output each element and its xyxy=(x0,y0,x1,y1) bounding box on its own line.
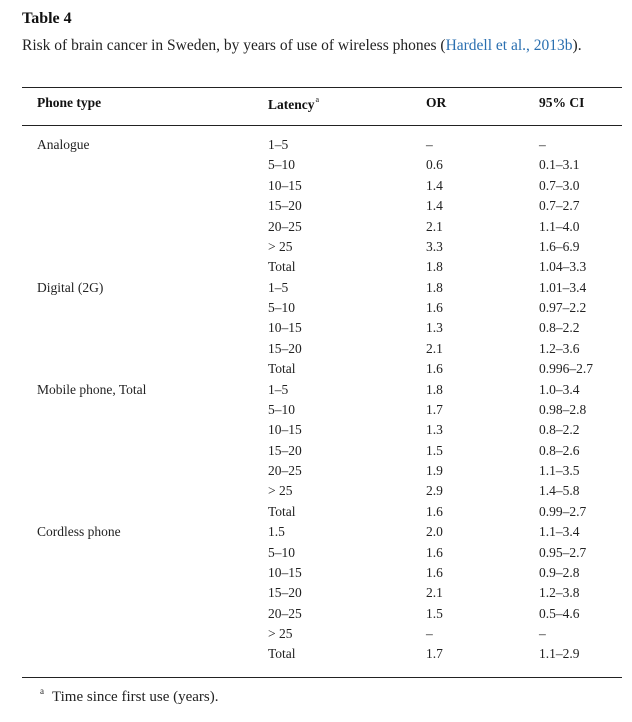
table-caption xyxy=(22,35,622,56)
table-top-rule xyxy=(22,87,622,88)
cell-latency: Total xyxy=(268,259,296,275)
cell-or: 1.3 xyxy=(426,422,443,438)
table-row xyxy=(0,135,632,155)
cell-ci: 1.1–3.5 xyxy=(539,463,580,478)
cell-latency: 5–10 xyxy=(268,401,295,417)
cell-latency: 20–25 xyxy=(268,463,302,478)
table-body xyxy=(0,135,632,665)
cell-or: 1.3 xyxy=(426,320,443,336)
table-row xyxy=(0,278,632,298)
citation-link[interactable]: Hardell et al., 2013b xyxy=(445,37,573,54)
table-row xyxy=(0,298,632,318)
cell-ci: 0.8–2.2 xyxy=(539,320,580,336)
table-row xyxy=(0,257,632,277)
cell-latency: > 25 xyxy=(268,238,293,254)
cell-or: 2.0 xyxy=(426,524,443,540)
cell-latency: 10–15 xyxy=(268,422,302,438)
header-or: OR xyxy=(426,95,447,110)
table-row xyxy=(0,237,632,257)
cell-or: 1.6 xyxy=(426,503,443,519)
cell-or: – xyxy=(426,137,433,152)
cell-or: 2.9 xyxy=(426,483,443,499)
table-row xyxy=(0,441,632,461)
table-row xyxy=(0,604,632,624)
table-row xyxy=(0,420,632,440)
cell-or: 1.4 xyxy=(426,177,443,193)
header-latency xyxy=(268,95,319,113)
table-row xyxy=(0,624,632,644)
cell-latency: 1.5 xyxy=(268,524,285,540)
cell-ci: 0.98–2.8 xyxy=(539,401,587,417)
cell-phone-type: Analogue xyxy=(37,137,90,152)
cell-latency: > 25 xyxy=(268,626,293,641)
cell-or: 1.8 xyxy=(426,381,443,397)
cell-latency: 1–5 xyxy=(268,381,289,397)
cell-ci: 0.99–2.7 xyxy=(539,503,587,519)
table-row xyxy=(0,644,632,664)
cell-or: 1.6 xyxy=(426,300,443,315)
cell-ci: 0.5–4.6 xyxy=(539,605,580,621)
table-row xyxy=(0,196,632,216)
table-row xyxy=(0,481,632,501)
cell-latency: 1–5 xyxy=(268,137,289,152)
header-phone-type: Phone type xyxy=(37,95,102,110)
table-row xyxy=(0,461,632,481)
cell-ci: 1.6–6.9 xyxy=(539,238,580,254)
cell-ci: 1.1–3.4 xyxy=(539,524,580,540)
cell-or: 1.5 xyxy=(426,442,443,458)
cell-ci: 1.4–5.8 xyxy=(539,483,580,499)
table-row xyxy=(0,359,632,379)
header-ci: 95% CI xyxy=(539,95,585,110)
cell-ci: 1.2–3.8 xyxy=(539,585,580,601)
cell-ci: 0.8–2.2 xyxy=(539,422,580,438)
cell-ci: 1.04–3.3 xyxy=(539,259,587,275)
cell-or: 2.1 xyxy=(426,340,443,356)
cell-ci: – xyxy=(539,626,546,641)
cell-or: 1.6 xyxy=(426,361,443,377)
cell-latency: 20–25 xyxy=(268,605,302,621)
cell-ci: 0.7–2.7 xyxy=(539,198,580,214)
table-row xyxy=(0,583,632,603)
cell-latency: Total xyxy=(268,646,296,662)
table-row xyxy=(0,502,632,522)
table-row xyxy=(0,155,632,175)
cell-latency: 15–20 xyxy=(268,198,302,214)
table-label: Table 4 xyxy=(22,10,72,27)
table-row xyxy=(0,318,632,338)
footnote-mark: a xyxy=(40,686,44,696)
cell-or: 1.8 xyxy=(426,259,443,275)
cell-latency: 10–15 xyxy=(268,564,302,580)
cell-or: 0.6 xyxy=(426,157,443,173)
table-row xyxy=(0,522,632,542)
cell-ci: 1.1–4.0 xyxy=(539,218,580,234)
cell-latency: 15–20 xyxy=(268,340,302,356)
table-row xyxy=(0,543,632,563)
cell-or: 1.6 xyxy=(426,564,443,580)
cell-ci: 0.996–2.7 xyxy=(539,361,593,377)
cell-or: 1.7 xyxy=(426,401,443,417)
header-rule xyxy=(22,125,622,126)
cell-or: 1.7 xyxy=(426,646,443,662)
table-row xyxy=(0,380,632,400)
cell-latency: 20–25 xyxy=(268,218,302,234)
cell-ci: 0.8–2.6 xyxy=(539,442,580,458)
cell-latency: 15–20 xyxy=(268,585,302,601)
footnote-text: Time since first use (years). xyxy=(52,689,219,705)
cell-ci: 1.1–2.9 xyxy=(539,646,580,662)
cell-latency: 15–20 xyxy=(268,442,302,458)
cell-ci: 0.1–3.1 xyxy=(539,157,580,173)
cell-latency: 10–15 xyxy=(268,177,302,193)
cell-or: 2.1 xyxy=(426,218,443,234)
cell-latency: Total xyxy=(268,503,296,519)
table-row xyxy=(0,400,632,420)
table-row xyxy=(0,339,632,359)
cell-or: 2.1 xyxy=(426,585,443,601)
cell-latency: 5–10 xyxy=(268,157,295,173)
cell-ci: – xyxy=(539,137,546,152)
cell-latency: Total xyxy=(268,361,296,377)
cell-ci: 0.9–2.8 xyxy=(539,564,580,580)
cell-phone-type: Cordless phone xyxy=(37,524,121,540)
cell-latency: 1–5 xyxy=(268,279,289,295)
cell-ci: 1.01–3.4 xyxy=(539,279,587,295)
cell-or: 3.3 xyxy=(426,238,443,254)
caption-text: Risk of brain cancer in Sweden, by years of use of wireless phones ( xyxy=(22,37,446,54)
header-latency-label: Latency xyxy=(268,97,315,112)
cell-latency: 10–15 xyxy=(268,320,302,336)
table-bottom-rule xyxy=(22,677,622,678)
cell-ci: 0.95–2.7 xyxy=(539,544,587,560)
cell-or: 1.9 xyxy=(426,463,443,478)
cell-or: 1.5 xyxy=(426,605,443,621)
cell-ci: 0.97–2.2 xyxy=(539,300,587,315)
table-row xyxy=(0,217,632,237)
cell-ci: 1.0–3.4 xyxy=(539,381,580,397)
table-row xyxy=(0,176,632,196)
cell-phone-type: Mobile phone, Total xyxy=(37,381,147,397)
cell-or: – xyxy=(426,626,433,641)
cell-phone-type: Digital (2G) xyxy=(37,279,104,295)
cell-latency: 5–10 xyxy=(268,544,295,560)
footnote-marker: a xyxy=(315,95,320,104)
caption-end: ). xyxy=(572,37,582,54)
cell-or: 1.6 xyxy=(426,544,443,560)
cell-latency: 5–10 xyxy=(268,300,295,315)
cell-ci: 1.2–3.6 xyxy=(539,340,580,356)
cell-or: 1.8 xyxy=(426,279,443,295)
cell-ci: 0.7–3.0 xyxy=(539,177,580,193)
cell-latency: > 25 xyxy=(268,483,293,499)
table-row xyxy=(0,563,632,583)
table-footnote xyxy=(40,686,219,706)
cell-or: 1.4 xyxy=(426,198,443,214)
